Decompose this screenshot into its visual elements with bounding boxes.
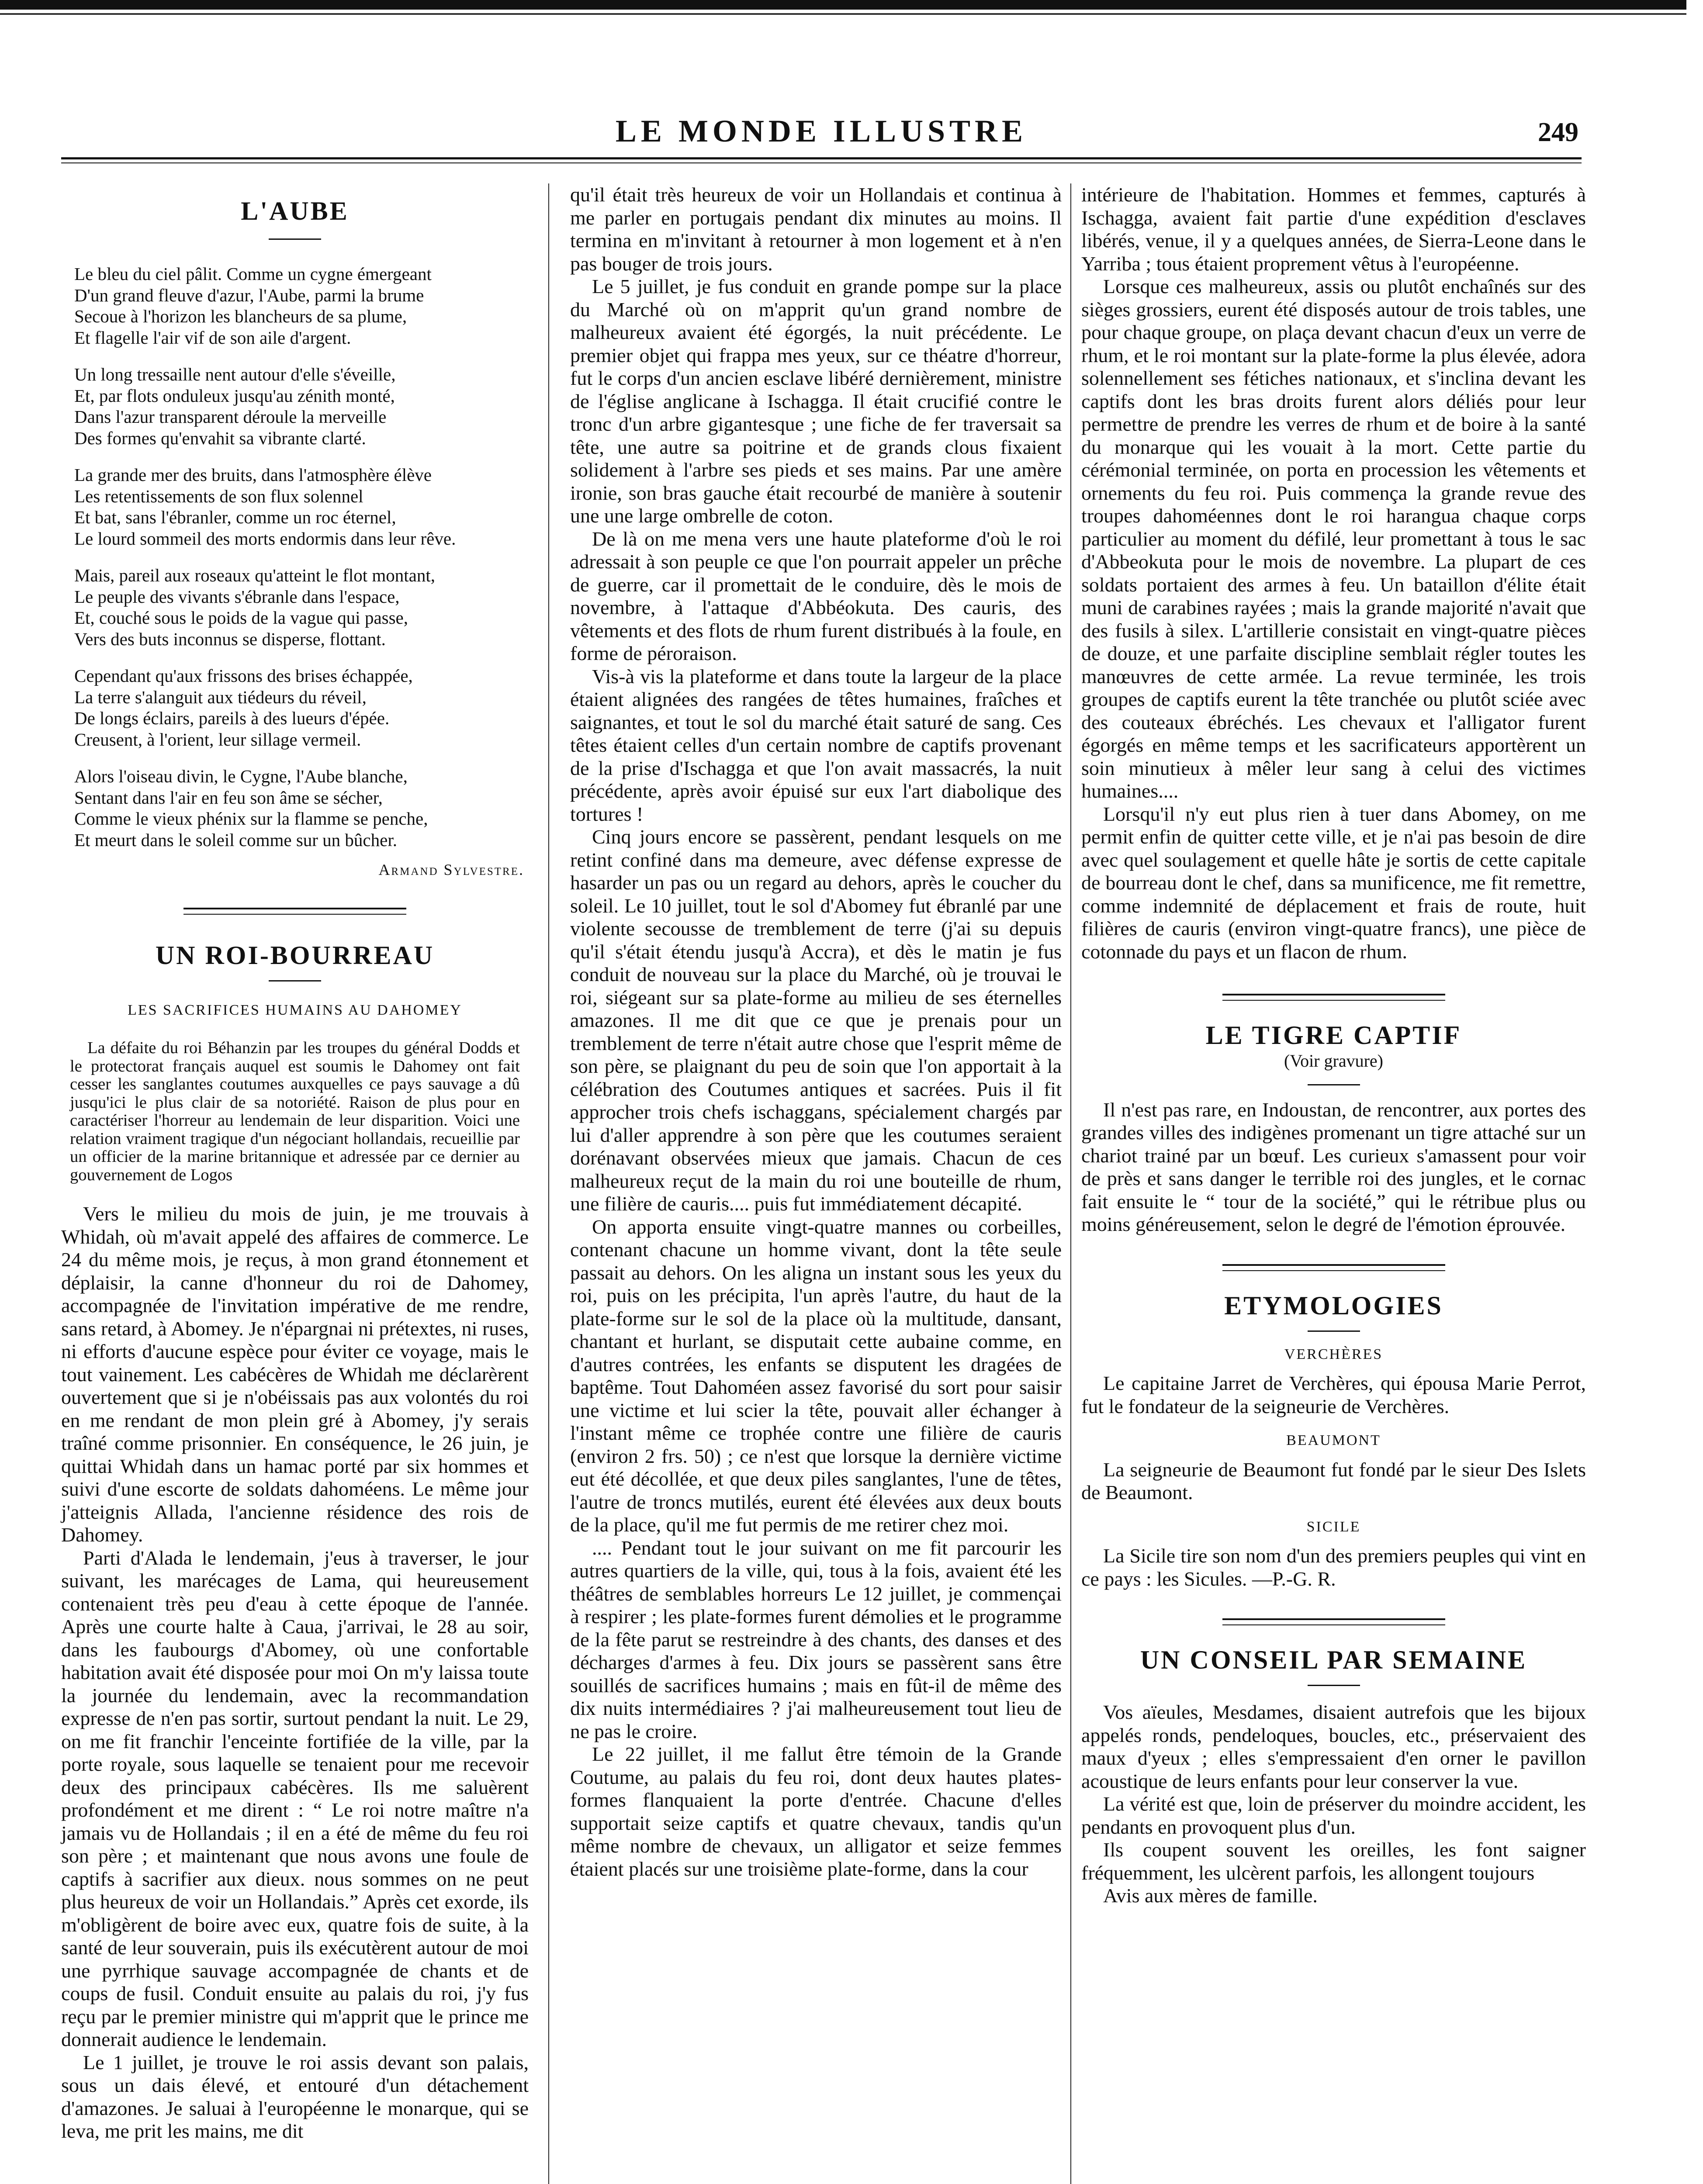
- poem-line: Creusent, à l'orient, leur sillage vermeil.: [74, 729, 361, 750]
- article-paragraph: Vis-à vis la plateforme et dans toute la largeur de la place étaient alignées des rangées de têtes humaines, fraîches et saignantes, et tout le sol du marché était saturé de sang. Ces têtes étaient celles d'un certain nombre de captifs provenant de la prise d'Ischagga et que l'on avait massacrés, la nuit précédente, après avoir épuisé sur eux l'art diabolique des tortures !: [570, 665, 1062, 825]
- poem-line: Comme le vieux phénix sur la flamme se penche,: [74, 809, 428, 829]
- article-intro: La défaite du roi Béhanzin par les troupes du général Dodds et le protectorat français auquel est soumis le Dahomey ont fait cesser les sanglantes coutumes auxquelles ce pays sauvage a dû jusqu'ici le plus clair de sa notoriété. Raison de plus pour en caractériser l'horreur au lendemain de leur disparition. Voici une relation vraiment tragique d'un négociant hollandais, recueillie par un officier de la marine britannique et adressée par ce dernier au gouvernement de Logos: [70, 1039, 520, 1184]
- poem-line: Les retentissements de son flux solennel: [74, 486, 363, 506]
- masthead-rule-thin: [61, 162, 1582, 163]
- title-rule: [1308, 1330, 1360, 1332]
- etym-text: La Sicile tire son nom d'un des premiers peuples qui vint en ce pays : les Sicules. —P.-G. R.: [1081, 1545, 1586, 1590]
- article-paragraph: Le 22 juillet, il me fallut être témoin de la Grande Coutume, au palais du feu roi, dont deux hautes plates-formes flanquaient la porte d'entrée. Chacune d'elles supportait seize captifs et quatre chevaux, tandis qu'un même nombre de chevaux, un alligator et seize femmes étaient placés sur une troisième plate-forme, dans la cour: [570, 1743, 1062, 1880]
- title-rule: [1308, 1084, 1360, 1085]
- column-middle: [570, 183, 1062, 1880]
- poem-line: Des formes qu'envahit sa vibrante clarté.: [74, 428, 366, 448]
- column-divider: [548, 183, 549, 2184]
- poem-stanza: [74, 364, 529, 449]
- etym-text: La seigneurie de Beaumont fut fondé par le sieur Des Islets de Beaumont.: [1081, 1458, 1586, 1503]
- column-right: [1081, 183, 1586, 1908]
- etym-text: Le capitaine Jarret de Verchères, qui épousa Marie Perrot, fut le fondateur de la seigneurie de Verchères.: [1081, 1372, 1586, 1417]
- article-paragraph: qu'il était très heureux de voir un Hollandais et continua à me parler en portugais pendant dix minutes au moins. Il termina en m'invitant à retourner à mon logement et à n'en pas bouger de trois jours.: [570, 183, 1062, 275]
- etym-head: VERCHÈRES: [1284, 1346, 1383, 1362]
- page-number: 249: [1538, 117, 1578, 147]
- poem-line: Un long tressaille nent autour d'elle s'éveille,: [74, 364, 396, 384]
- masthead-title: LE MONDE ILLUSTRE: [615, 113, 1028, 149]
- article-title: UN ROI-BOURREAU: [155, 940, 435, 970]
- article-paragraph: Vers le milieu du mois de juin, je me trouvais à Whidah, où m'avait appelé des affaires de commerce. Le 24 du même mois, je reçus, à mon grand étonnement et déplaisir, la canne d'honneur du roi de Dahomey, accompagnée de l'invitation impérative de me rendre, sans retard, à Abomey. Je n'épargnai ni prétextes, ni ruses, ni efforts d'aucune espèce pour éviter ce voyage, mais le tout vainement. Les cabécères de Whidah me déclarèrent ouvertement que si je n'obéissais pas aux volontés du roi en me rendant de mon plein gré à Abomey, j'y serais traîné comme prisonnier. En conséquence, le 26 juin, je quittai Whidah dans un hamac porté par six hommes et suivi d'une escorte de soldats dahoméens. Le même jour j'atteignis Allada, l'ancienne résidence des rois de Dahomey.: [61, 1203, 529, 1546]
- article-paragraph: Le 1 juillet, je trouve le roi assis devant son palais, sous un dais élevé, et entouré d'un détachement d'amazones. Je saluai à l'européenne le monarque, qui se leva, me prit les mains, me dit: [61, 2051, 529, 2142]
- section-divider: [1222, 1264, 1445, 1271]
- etym-head: SICILE: [1306, 1518, 1361, 1535]
- article-paragraph: On apporta ensuite vingt-quatre mannes ou corbeilles, contenant chacune un homme vivant, dont la tête seule passait au dehors. On les aligna un instant sous les yeux du roi, puis on les précipita, l'un après l'autre, du haut de la plate-forme sur le sol de la place où la multitude, dansant, chantant et hurlant, se disputait cette aubaine comme, en d'autres contrées, les enfants se disputent les dragées de baptême. Tout Dahoméen assez favorisé du sort pour saisir une victime et lui scier la tête, pouvait aller échanger à l'instant même ce trophée contre une filière de cauris (environ 2 frs. 50) ; ce n'est que lorsque la dernière victime eut été décollée, et que deux piles sanglantes, l'une de têtes, l'autre de troncs mutilés, eurent été élevées aux deux bouts de la place, qu'il me fut permis de me retirer chez moi.: [570, 1215, 1062, 1536]
- article-paragraph: intérieure de l'habitation. Hommes et femmes, capturés à Ischagga, avaient fait partie d'une expédition d'esclaves libérés, venue, il y a quelques années, de Sierra-Leone dans le Yarriba ; tous étaient proprement vêtus à l'européenne.: [1081, 183, 1586, 275]
- poem-line: La terre s'alanguit aux tiédeurs du réveil,: [74, 687, 367, 707]
- poem-line: La grande mer des bruits, dans l'atmosphère élève: [74, 465, 432, 485]
- article-paragraph: De là on me mena vers une haute plateforme d'où le roi adressait à son peuple ce que l'on pourrait appeler un prêche de guerre, car il promettait de le conduire, dès le mois de novembre, à l'attaque d'Abbéokuta. Des cauris, des vêtements et des flots de rhum furent distribués à la foule, en forme de péroraison.: [570, 527, 1062, 664]
- column-divider: [1070, 183, 1071, 2184]
- tigre-text: Il n'est pas rare, en Indoustan, de rencontrer, aux portes des grandes villes des indigènes promenant un tigre attaché sur un chariot trainé par un bœuf. Les curieux s'amassent pour voir de près et sans danger le terrible roi des jungles, et le cornac fait ensuite le “ tour de la société,” qui le rétribue plus ou moins généreusement, selon le degré de l'émotion éprouvée.: [1081, 1098, 1586, 1235]
- poem-line: Et bat, sans l'ébranler, comme un roc éternel,: [74, 507, 396, 527]
- conseil-paragraph: La vérité est que, loin de préserver du moindre accident, les pendants en provoquent plus d'un.: [1081, 1793, 1586, 1838]
- poem-line: Secoue à l'horizon les blancheurs de sa plume,: [74, 306, 407, 326]
- article-paragraph: Lorsqu'il n'y eut plus rien à tuer dans Abomey, on me permit enfin de quitter cette ville, et je n'ai pas besoin de dire avec quel soulagement et quelle hâte je sortis de cette capitale de bourreau dont le chef, dans sa munificence, me fit remettre, comme indemnité de déplacement et frais de route, huit filières de cauris (environ vingt-quatre francs), une pièce de cotonnade du pays et un flacon de rhum.: [1081, 802, 1586, 963]
- poem-line: Le bleu du ciel pâlit. Comme un cygne émergeant: [74, 264, 432, 284]
- poem-line: Dans l'azur transparent déroule la merveille: [74, 407, 387, 427]
- poem-stanza: [74, 766, 529, 850]
- poem-stanza: [74, 263, 529, 348]
- top-border: [0, 0, 1686, 10]
- tigre-subtitle: (Voir gravure): [1284, 1051, 1383, 1071]
- section-divider: [1222, 1618, 1445, 1625]
- poem-line: Le peuple des vivants s'ébranle dans l'espace,: [74, 586, 400, 607]
- poem-line: Et, couché sous le poids de la vague qui passe,: [74, 608, 408, 628]
- poem-line: Et, par flots onduleux jusqu'au zénith monté,: [74, 385, 395, 406]
- etym-title: ETYMOLOGIES: [1224, 1291, 1443, 1320]
- title-rule: [269, 980, 321, 981]
- article-paragraph: Parti d'Alada le lendemain, j'eus à traverser, le jour suivant, les marécages de Lama, qui heureusement contenaient très peu d'eau à cette époque de l'année. Après une courte halte à Caua, j'arrivai, le 28 au soir, dans les faubourgs d'Abomey, où une confortable habitation avait été disposée pour moi On m'y laissa toute la journée du lendemain, avec la recommandation expresse de n'en pas sortir, surtout pendant la nuit. Le 29, on me fit franchir l'enceinte fortifiée de la ville, par la porte royale, sous laquelle se tenaient pour me recevoir deux des principaux cabécères. Ils me saluèrent profondément et me dirent : “ Le roi notre maître n'a jamais vu de Hollandais ; il en a été de même du feu roi son père ; et maintenant que nous avons une foule de captifs à sacrifier aux dieux. nous sommes on ne peut plus heureux de voir un Hollandais.” Après cet exorde, ils m'obligèrent de boire avec eux, quatre fois de suite, à la santé de leur souverain, puis ils exécutèrent autour de moi une pyrrhique sauvage accompagnée de chants et de coups de fusil. Conduit ensuite au palais du roi, j'y fus reçu par le premier ministre qui m'apprit que le prince me donnerait audience le lendemain.: [61, 1546, 529, 2050]
- section-divider: [1222, 994, 1445, 1001]
- poem-line: Et flagelle l'air vif de son aile d'argent.: [74, 327, 351, 348]
- poem: [74, 263, 529, 850]
- poem-line: Vers des buts inconnus se disperse, flottant.: [74, 629, 386, 649]
- poem-stanza: [74, 565, 529, 650]
- etym-head: BEAUMONT: [1286, 1432, 1381, 1448]
- top-border-thin: [0, 13, 1686, 15]
- title-rule: [1308, 1685, 1360, 1686]
- article-subtitle: LES SACRIFICES HUMAINS AU DAHOMEY: [128, 1002, 462, 1018]
- poem-line: Et meurt dans le soleil comme sur un bûcher.: [74, 829, 397, 850]
- column-left: [61, 183, 529, 2143]
- poem-line: Mais, pareil aux roseaux qu'atteint le flot montant,: [74, 565, 436, 585]
- conseil-title: UN CONSEIL PAR SEMAINE: [1140, 1645, 1527, 1674]
- poem-stanza: [74, 464, 529, 549]
- poem-line: D'un grand fleuve d'azur, l'Aube, parmi la brume: [74, 285, 424, 305]
- poem-line: Sentant dans l'air en feu son âme se sécher,: [74, 787, 383, 808]
- masthead-rule: [61, 157, 1582, 159]
- article-paragraph: Le 5 juillet, je fus conduit en grande pompe sur la place du Marché où on m'apprit qu'un grand nombre de malheureux avaient été égorgés, la nuit précédente. Le premier objet qui frappa mes yeux, sur ce théatre d'horreur, fut le corps d'un ancien esclave libéré dernièrement, ministre de l'église anglicane à Ischagga. Il était crucifié contre le tronc d'un arbre gigantesque ; une fiche de fer traversait sa tête, une autre sa poitrine et de grands clous fixaient solidement à l'arbre ses pieds et ses mains. Par une amère ironie, son bras gauche était recourbé de manière à soutenir une une large ombrelle de coton.: [570, 275, 1062, 527]
- poem-title: L'AUBE: [241, 197, 349, 225]
- article-paragraph: Lorsque ces malheureux, assis ou plutôt enchaînés sur des sièges grossiers, eurent été disposés autour de trois tables, une pour chaque groupe, on plaça devant chacun d'eux un verre de rhum, et le roi montant sur la plate-forme la plus élevée, adora solennellement ses fétiches nationaux, et s'inclina devant les captifs dont les bras droits furent alors déliés pour leur permettre de prendre les verres de rhum et de boire à la santé du monarque qui les vouait à la mort. Cette partie du cérémonial terminée, on porta en procession les vêtements et ornements du feu roi. Puis commença la grande revue des troupes dahoméennes dont le roi harangua chaque corps particulier au moment du défilé, leur promettant à tous le sac d'Abbeokuta pour le mois de novembre. La plupart de ces soldats portaient des armes à feu. Un bataillon d'élite était muni de carabines rayées ; mais la grande majorité n'avait que des fusils à silex. L'artillerie consistait en vingt-quatre pièces de douze, et une parfaite discipline semblait régler toutes les manœuvres de cette armée. La revue terminée, les trois groupes de captifs eurent la tête tranchée ou plutôt sciée avec des couteaux ébréchés. Les chevaux et l'alligator furent égorgés en même temps et les sacrificateurs apportèrent un soin minutieux à mêler leur sang à celui des victimes humaines....: [1081, 275, 1586, 802]
- article-paragraph: Cinq jours encore se passèrent, pendant lesquels on me retint confiné dans ma demeure, avec défense expresse de hasarder un pas ou un regard au dehors, après le coucher du soleil. Le 10 juillet, tout le sol d'Abomey fut ébranlé par une violente secousse de tremblement de terre (j'ai su depuis qu'il s'était étendu jusqu'à Accra), et dès le matin je fus conduit de nouveau sur la place du Marché, où je trouvai le roi, siégeant sur sa plate-forme au milieu de ses éternelles amazones. Il me dit que ce que je prenais pour un tremblement de terre n'était autre chose que l'esprit même de son père, se plaignant du peu de soin que l'on apportait à la célébration des Coutumes antiques et sacrées. Puis il fit approcher trois chefs ischaggans, spécialement chargés par lui d'aller apprendre à son père que les coutumes seraient dorénavant observées mieux que jamais. Chacun de ces malheureux reçut de la main du roi une bouteille de rhum, une filière de cauris.... puis fut immédiatement décapité.: [570, 826, 1062, 1215]
- poem-stanza: [74, 665, 529, 750]
- article-paragraph: .... Pendant tout le jour suivant on me fit parcourir les autres quartiers de la ville, qui, tous à la fois, avaient été les théâtres de semblables horreurs Le 12 juillet, je commençai à respirer ; les plate-formes furent démolies et le programme de la fête parut se restreindre à des chants, des danses et des décharges d'armes à feu. Dix jours se passèrent sans être souillés de sacrifices humains ; mais en fût-il de même des dix nuits intermédiaires ? j'ai malheureusement tout lieu de ne pas le croire.: [570, 1536, 1062, 1742]
- poem-signature: Armand Sylvestre.: [378, 861, 524, 878]
- section-divider: [183, 908, 406, 915]
- poem-line: Alors l'oiseau divin, le Cygne, l'Aube blanche,: [74, 766, 408, 786]
- conseil-paragraph: Ils coupent souvent les oreilles, les font saigner fréquemment, les ulcèrent parfois, les allongent toujours: [1081, 1838, 1586, 1884]
- poem-line: Cependant qu'aux frissons des brises échappée,: [74, 666, 413, 686]
- conseil-paragraph: Avis aux mères de famille.: [1103, 1884, 1318, 1907]
- title-rule: [269, 238, 321, 240]
- conseil-paragraph: Vos aïeules, Mesdames, disaient autrefois que les bijoux appelés ronds, pendeloques, boucles, etc., préservaient des maux d'yeux ; elles s'empressaient d'en orner le pavillon acoustique de leurs enfants pour leur conserver la vue.: [1081, 1701, 1586, 1792]
- poem-line: Le lourd sommeil des morts endormis dans leur rêve.: [74, 528, 456, 549]
- tigre-title: LE TIGRE CAPTIF: [1205, 1021, 1462, 1050]
- poem-line: De longs éclairs, pareils à des lueurs d'épée.: [74, 708, 390, 728]
